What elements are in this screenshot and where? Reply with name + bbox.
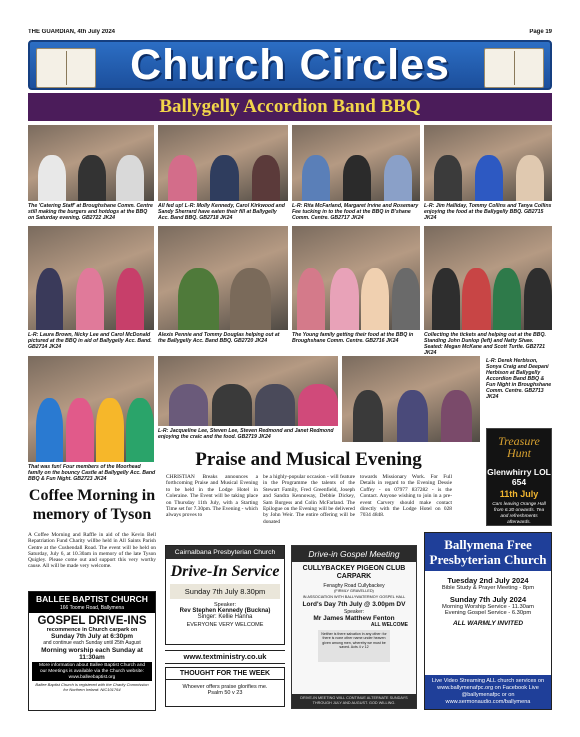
photo-herbison-craig [342, 356, 480, 442]
praise-column-3: towards Missionary Work. For Full Details in regard to the Evening Dessie Coffey - on 07977 837282 - is the Contact. Anyone wishing to join in a pre-event Carvery should make contact directly with the Lodge Hotel on 028 7034 4848. [360, 474, 452, 519]
photo-brown-lee-mcdonald [28, 226, 154, 330]
bbq-title: Ballygelly Accordion Band BBQ [159, 96, 421, 117]
newspaper-dateline: THE GUARDIAN, 4th July 2024 [28, 29, 116, 35]
textministry-url: www.textministry.co.uk [165, 650, 285, 664]
caption-brown-lee-mcdonald: L-R: Laura Brown, Nicky Lee and Carol McDonald pictured at the BBQ in aid of Ballygelly Acc. Band. GB2714 JK24 [28, 332, 152, 350]
coffee-morning-body: A Coffee Morning and Raffle in aid of the Kevin Bell Repatriation Fund Charity willbe held in All Saints Parish Centre at the Cushendall Road. The event will be held on Saturday, July 6, at 10.30am in memory of the late Tyson Quigley. Please come out and support this very worthy cause. All will be made very welcome. [28, 532, 156, 570]
thought-text: Whoever offers praise glorifies me. [182, 684, 268, 690]
cairnalbana-date: Sunday 7th July 8.30pm [170, 584, 280, 599]
cullybackey-road-sub: (FIRMLY GRAVELLED) [334, 589, 374, 593]
ballee-charity: Ballee Baptist Church is registered with the Charity Commission for Northern Ireland: NIC101764 [35, 682, 149, 693]
cullybackey-welcome: ALL WELCOME [370, 622, 408, 628]
ballymena-fpc-ad [424, 532, 552, 710]
praise-column-1: CHRISTIAN Breaks announces a forthcoming Praise and Musical Evening to be held in the Lodge Hotel in Coleraine. The Event will be taking place on Thursday 11th July, with a Starting Time set for 7.30pm. The Evening - which always proves to [166, 474, 258, 519]
ballee-until: and continue each Sunday until 25th August [43, 640, 141, 646]
photo-collecting-tickets [424, 226, 552, 330]
page-number: Page 19 [529, 29, 552, 35]
cairnalbana-speaker: Rev Stephen Kennedy (Buckna) [179, 608, 271, 614]
bbq-banner [28, 93, 552, 121]
ballymena-tuesday-date: Tuesday 2nd July 2024 [447, 576, 529, 585]
caption-collecting-tickets: Collecting the tickets and helping out at the BBQ. Standing John Dunlop (left) and Natty Shaw. Seated: Megan McKane and Scott Turtle. GB2721 JK24 [424, 332, 546, 356]
cairnalbana-church-name: Cairnalbana Presbyterian Church [166, 546, 284, 559]
cairnalbana-singer: Singer: Kellie Hanna [197, 614, 253, 620]
thought-reference: Psalm 50 v 23 [207, 690, 243, 696]
cairnalbana-speaker-label: Speaker: [213, 602, 236, 608]
treasure-hunt-date: 11th July [499, 489, 539, 499]
photo-lee-redmond [158, 356, 338, 426]
photo-all-fed-up [158, 125, 288, 201]
cullybackey-speaker-label: Speaker: [343, 609, 364, 615]
caption-herbison-craig: L-R: Derek Herbison, Sonya Craig and Deepani Herbison at Ballygelly Accordion Band BBQ & Fun Night in Broughshane Comm. Centre. GB2713 JK24 [486, 358, 552, 400]
ballee-worship: Morning worship each Sunday at 11:30am [41, 647, 143, 661]
photo-halliday-collins [424, 125, 552, 201]
cullybackey-footer: DRIVE-IN MEETING WILL CONTINUE ALTERNATE SUNDAYS THROUGH JULY AND AUGUST. GOD WILLING. [292, 694, 416, 708]
ballee-date: Sunday 7th July at 6:30pm [51, 633, 133, 640]
coffee-morning-title: Coffee Morning in memory of Tyson [28, 487, 156, 523]
ballymena-fpc-title: Ballymena Free Presbyterian Church [425, 533, 551, 571]
ballymena-tuesday-info: Bible Study & Prayer Meeting - 8pm [441, 585, 535, 591]
cairnalbana-ad [165, 545, 285, 645]
praise-evening-heading [165, 448, 452, 472]
praise-evening-title: Praise and Musical Evening [195, 449, 422, 470]
thought-for-week-box [165, 667, 285, 707]
cullybackey-banner: Drive-in Gospel Meeting [292, 546, 416, 562]
praise-column-2: be a highly-popular occasion - will feature in the Programme the talents of the Stewart Family, Fred Greenfield, Joseph and Sandra Kennoway, Debbie Dickey, Sam Burgess and Colin McFarland. The Epilogue on the Evening will be delivered by John Weir. The entire offering will be donated [263, 474, 355, 525]
cullybackey-association: IN ASSOCIATION WITH BALLYWATERMOY GOSPEL HALL [302, 595, 406, 599]
open-bible-right-icon [484, 48, 544, 88]
photo-pennie-douglas [158, 226, 288, 330]
ballymena-sunday-evening: Evening Gospel Service - 6.30pm [444, 610, 532, 616]
treasure-hunt-venue: Glenwhirry LOL 654 [487, 467, 551, 487]
ballee-recommence: recommence in Church carpark on [46, 627, 138, 633]
ballymena-sunday-date: Sunday 7th July 2024 [449, 595, 527, 604]
open-bible-left-icon [36, 48, 96, 88]
cullybackey-venue: CULLYBACKEY PIGEON CLUB CARPARK [302, 565, 406, 580]
ballee-baptist-ad [28, 591, 156, 711]
ballymena-sunday-morning: Morning Worship Service - 11.30am [442, 604, 534, 610]
cullybackey-road: Fenaghy Road Cullybackey [323, 583, 385, 589]
church-circles-masthead [28, 40, 552, 90]
photo-catering-staff [28, 125, 154, 201]
treasure-hunt-info: Cars leaving Orange Hall from 6.30 onwards. Tea and refreshments afterwards. [492, 502, 546, 525]
ballee-church-name: BALLEE BAPTIST CHURCH [29, 592, 155, 605]
cullybackey-ad [291, 545, 417, 709]
ballee-info: More information about Ballee Baptist Church and our Meetings is available via the Church website: www.balleebaptist.org [32, 662, 152, 681]
cullybackey-speaker: Mr James Matthew Fenton [313, 615, 395, 622]
cullybackey-verse: Neither is there salvation in any other: for there is none other name under heaven given among men, whereby we must be saved. Acts 4 v 12 [318, 630, 390, 662]
ballee-address: 166 Toome Road, Ballymena [29, 605, 155, 613]
caption-catering-staff: The 'Catering Staff' at Broughshane Comm. Centre still making the burgers and hotdogs at the BBQ on Saturday evening. GB2722 JK24 [28, 203, 153, 221]
masthead-title: Church Circles [130, 40, 450, 89]
caption-moorhead-family: That was fun! Four members of the Moorhead family on the bouncy Castle at Ballygelly Acc. Band BBQ & Fun Night. GB2723 JK24 [28, 464, 156, 482]
cullybackey-date: Lord's Day 7th July @ 3.00pm DV [302, 601, 406, 608]
treasure-hunt-ad [486, 428, 552, 526]
caption-rita-margaret-rosemary: L-R: Rita McFarland, Margaret Irvine and Rosemary Fee tucking in to the food at the BBQ in B'shane Comm. Centre. GB2717 JK24 [292, 203, 419, 221]
photo-moorhead-family [28, 356, 154, 462]
treasure-hunt-title: Treasure Hunt [498, 434, 540, 460]
thought-title: THOUGHT FOR THE WEEK [166, 668, 284, 680]
ballee-headline: GOSPEL DRIVE-INS [37, 615, 147, 627]
caption-all-fed-up: All fed up! L-R: Molly Kennedy, Carol Kirkwood and Sandy Sherrard have eaten their fill at Ballygelly Acc. Band BBQ. GB2718 JK24 [158, 203, 285, 221]
photo-young-family [292, 226, 420, 330]
cairnalbana-welcome: EVERYONE VERY WELCOME [186, 622, 264, 628]
caption-lee-redmond: L-R: Jacqueline Lee, Steven Lee, Steven Redmond and Janet Redmond enjoying the craic and the food. GB2719 JK24 [158, 428, 334, 440]
cairnalbana-title: Drive-In Service [170, 563, 280, 580]
ballymena-welcome: ALL WARMLY INVITED [452, 620, 524, 627]
caption-pennie-douglas: Alexis Pennie and Tommy Douglas helping out at the Ballygelly Acc. Band BBQ. GB2720 JK24 [158, 332, 280, 344]
ballymena-live-stream: Live Video Streaming ALL church services on www.ballymenafpc.org on Facebook Live @ballymenafpc or on www.sermonaudio.com/ballymena [425, 675, 551, 709]
caption-halliday-collins: L-R: Jim Halliday, Tommy Collins and Tanya Collins enjoying the food at the Ballygelly BBQ. GB2715 JK24 [424, 203, 552, 221]
caption-young-family: The Young family getting their food at the BBQ in Broughshane Comm. Centre. GB2716 JK24 [292, 332, 414, 344]
photo-rita-margaret-rosemary [292, 125, 420, 201]
